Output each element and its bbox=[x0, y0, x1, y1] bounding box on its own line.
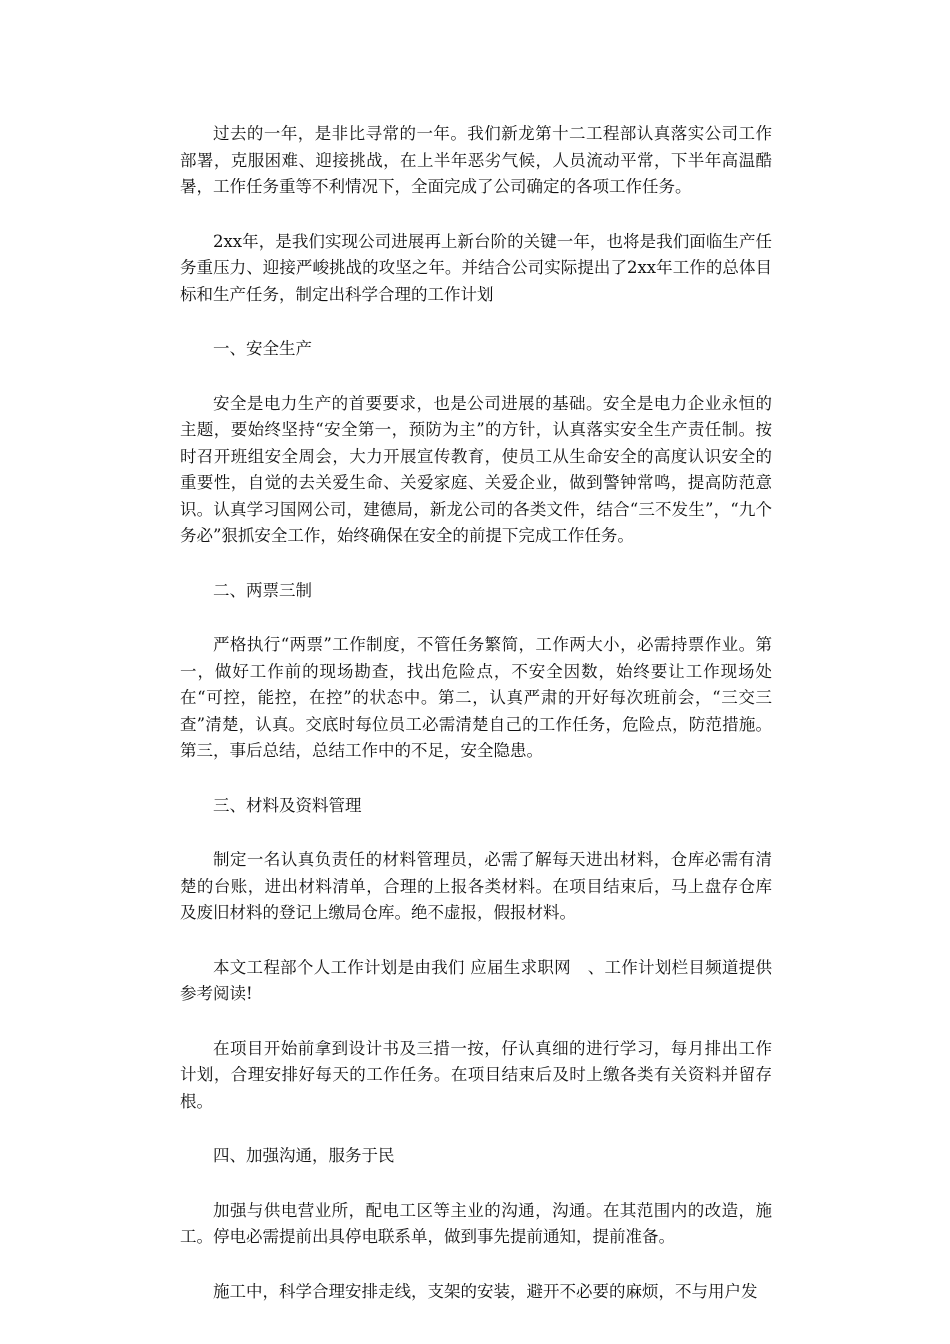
paragraph-source-note: 本文工程部个人工作计划是由我们 应届生求职网 、工作计划栏目频道提供参考阅读! bbox=[180, 957, 772, 1003]
section-heading-safety: 一、安全生产 bbox=[213, 339, 312, 358]
paragraph-safety: 安全是电力生产的首要要求，也是公司进展的基础。安全是电力企业永恒的主题，要始终坚持“安全第一，预防为主”的方针，认真落实安全生产责任制。按时召开班组安全周会，大力开展宣传教育，使员工从生命安全的高度认识安全的重要性，自觉的去关爱生命、关爱家庭、关爱企业，做到警钟常鸣，提高防范意识。认真学习国网公司，建德局，新龙公司的各类文件，结合“三不发生”，“九个务必”狠抓安全工作，始终确保在安全的前提下完成工作任务。 bbox=[180, 393, 772, 545]
paragraph-project-docs: 在项目开始前拿到设计书及三措一按，仔认真细的进行学习，每月排出工作计划，合理安排好每天的工作任务。在项目结束后及时上缴各类有关资料并留存根。 bbox=[180, 1038, 772, 1111]
paragraph-materials: 制定一名认真负责任的材料管理员，必需了解每天进出材料，仓库必需有清楚的台账，进出材料清单，合理的上报各类材料。在项目结束后，马上盘存仓库及废旧材料的登记上缴局仓库。绝不虚报，假报材料。 bbox=[180, 850, 772, 922]
paragraph-intro: 过去的一年，是非比寻常的一年。我们新龙第十二工程部认真落实公司工作部署，克服困难、迎接挑战，在上半年恶劣气候，人员流动平常，下半年高温酷暑，工作任务重等不利情况下，全面完成了公司确定的各项工作任务。 bbox=[180, 124, 772, 196]
document-body bbox=[180, 121, 772, 1333]
paragraph-two-tickets: 严格执行“两票”工作制度，不管任务繁简，工作两大小，必需持票作业。第一，做好工作前的现场勘查，找出危险点，不安全因数，始终要让工作现场处在“可控，能控，在控”的状态中。第二，认真严肃的开好每次班前会，“三交三查”清楚，认真。交底时每位员工必需清楚自己的工作任务，危险点，防范措施。第三，事后总结，总结工作中的不足，安全隐患。 bbox=[180, 635, 772, 760]
paragraph-annual-goal: 2xx年，是我们实现公司进展再上新台阶的关键一年，也将是我们面临生产任务重压力、迎接严峻挑战的攻坚之年。并结合公司实际提出了2xx年工作的总体目标和生产任务，制定出科学合理的工作计划 bbox=[180, 231, 772, 304]
section-heading-two-tickets: 二、两票三制 bbox=[213, 580, 312, 600]
paragraph-communication: 加强与供电营业所，配电工区等主业的沟通，沟通。在其范围内的改造，施工。停电必需提前出具停电联系单，做到事先提前通知，提前准备。 bbox=[180, 1200, 772, 1246]
section-heading-communication: 四、加强沟通，服务于民 bbox=[213, 1146, 395, 1165]
section-heading-materials: 三、材料及资料管理 bbox=[213, 795, 362, 815]
paragraph-construction: 施工中，科学合理安排走线，支架的安装，避开不必要的麻烦，不与用户发 bbox=[213, 1281, 758, 1301]
